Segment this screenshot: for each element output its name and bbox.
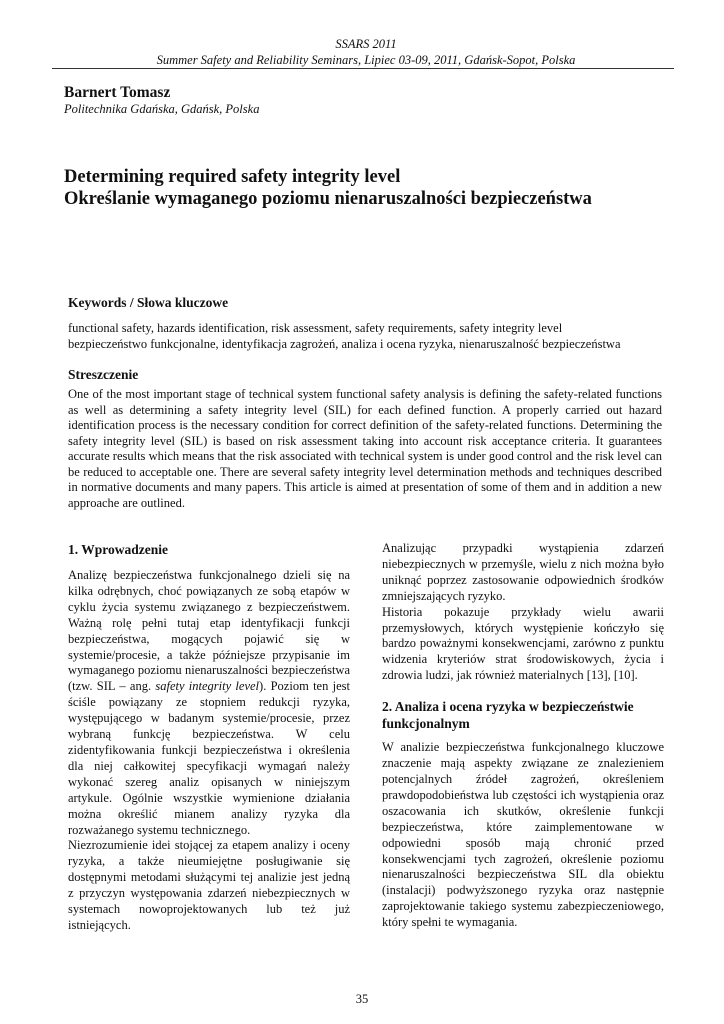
section-2-heading: 2. Analiza i ocena ryzyka w bezpieczeństwie funkcjonalnym <box>382 699 634 732</box>
title-polish: Określanie wymaganego poziomu nienaruszalności bezpieczeństwa <box>64 189 592 209</box>
section-1-paragraph-2: Niezrozumienie idei stojącej za etapem analizy i oceny ryzyka, a także nieumiejętne posługiwanie się dostępnymi metodami służącymi tej analizie jest jedną z przyczyn występowania zdarzeń niebezpiecznych w systemach nowoprojektowanych lub też już istniejących. <box>68 838 350 932</box>
header-line-2: Summer Safety and Reliability Seminars, Lipiec 03-09, 2011, Gdańsk-Sopot, Polska <box>156 53 576 67</box>
section-1-paragraph-3: Analizując przypadki wystąpienia zdarzeń niebezpiecznych w przemyśle, wielu z nich można było uniknąć poprzez zastosowanie odpowiednich środków zmniejszających ryzyko. <box>382 541 664 603</box>
abstract-heading: Streszczenie <box>68 367 139 382</box>
author-name: Barnert Tomasz <box>64 84 171 101</box>
section-1-paragraph-4: Historia pokazuje przykłady wielu awarii przemysłowych, których występienie kończyło się bardzo poważnymi konsekwencjami, zarówno z punktu widzenia kryteriów strat środowiskowych, życia i zdrowia ludzi, jak również materialnych [13], [10]. <box>382 604 664 683</box>
section-1-paragraph-1 <box>68 568 350 838</box>
running-header <box>60 36 672 68</box>
right-column <box>382 541 664 931</box>
section-1-p1-start: Analizę bezpieczeństwa funkcjonalnego dzieli się na kilka odrębnych, choć powiązanych ze sobą etapów w cyklu życia systemu związanego z bezpieczeństwem. Ważną rolę pełni tutaj etap identyfikacji funkcji bezpieczeństwa, mogących pojawić się w systemie/procesie, a także późniejsze przypisanie im wymaganego poziomu nienaruszalności bezpieczeństwa (tzw. SIL – ang. <box>68 568 350 694</box>
keywords-heading: Keywords / Słowa kluczowe <box>68 295 229 310</box>
title-english: Determining required safety integrity level <box>64 167 401 187</box>
section-1-p1-end: ). Poziom ten jest ściśle powiązany ze stopniem redukcji ryzyka, występującego w badanym systemie/procesie, przez wybraną funkcję bezpieczeństwa. W celu zidentyfikowania funkcji bezpieczeństwa i określenia dla niej całkowitej specyfikacji wymagań należy wykonać szereg analiz opisanych w niniejszym artykule. Ogólnie wszystkie wymienione działania można określić mianem analizy ryzyka dla rozważanego systemu technicznego. <box>68 679 350 837</box>
page-number: 35 <box>355 992 369 1006</box>
section-2-paragraph-1: W analizie bezpieczeństwa funkcjonalnego kluczowe znaczenie mają aspekty związane ze znalezieniem potencjalnych źródeł zagrożeń, określeniem prawdopodobieństwa lub częstości ich wystąpienia oraz oszacowania ich skutków, określenie funkcji bezpieczeństwa, które zaimplementowane w odpowiedni sposób mają chronić przed konsekwencjami tych zagrożeń, określenie poziomu nienaruszalności bezpieczeństwa SIL dla obiektu (instalacji) podwyższonego ryzyka oraz następnie zaprojektowanie takiego systemu zabezpieczeniowego, który spełni te wymagania. <box>382 740 664 930</box>
section-1-heading: 1. Wprowadzenie <box>68 542 169 557</box>
abstract-text: One of the most important stage of technical system functional safety analysis is defining the safety-related functions as well as determining a safety integrity level (SIL) for each defined function. A properly carried out hazard identification process is the necessary condition for correct definition of the safety-related functions. Determining the safety integrity level (SIL) is based on risk assessment taking into account risk acceptance criteria. It guarantees accurate results which means that the risk associated with technical system is under good control and the risk level can be reduced to acceptable one. There are several safety integrity level determination methods and techniques described in normative documents and many papers. This article is aimed at presentation of some of them and in addition a new approache are outlined. <box>68 387 662 510</box>
author-affiliation: Politechnika Gdańska, Gdańsk, Polska <box>64 102 260 116</box>
paper-title <box>64 166 684 210</box>
keywords-polish: bezpieczeństwo funkcjonalne, identyfikacja zagrożeń, analiza i ocena ryzyka, nienaruszalność bezpieczeństwa <box>68 337 621 351</box>
section-1-p1-italic: safety integrity level <box>155 679 260 694</box>
left-column <box>68 541 350 934</box>
keywords-english: functional safety, hazards identification, risk assessment, safety requirements, safety integrity level <box>68 321 563 335</box>
header-divider <box>52 68 674 69</box>
header-line-1: SSARS 2011 <box>335 37 397 51</box>
